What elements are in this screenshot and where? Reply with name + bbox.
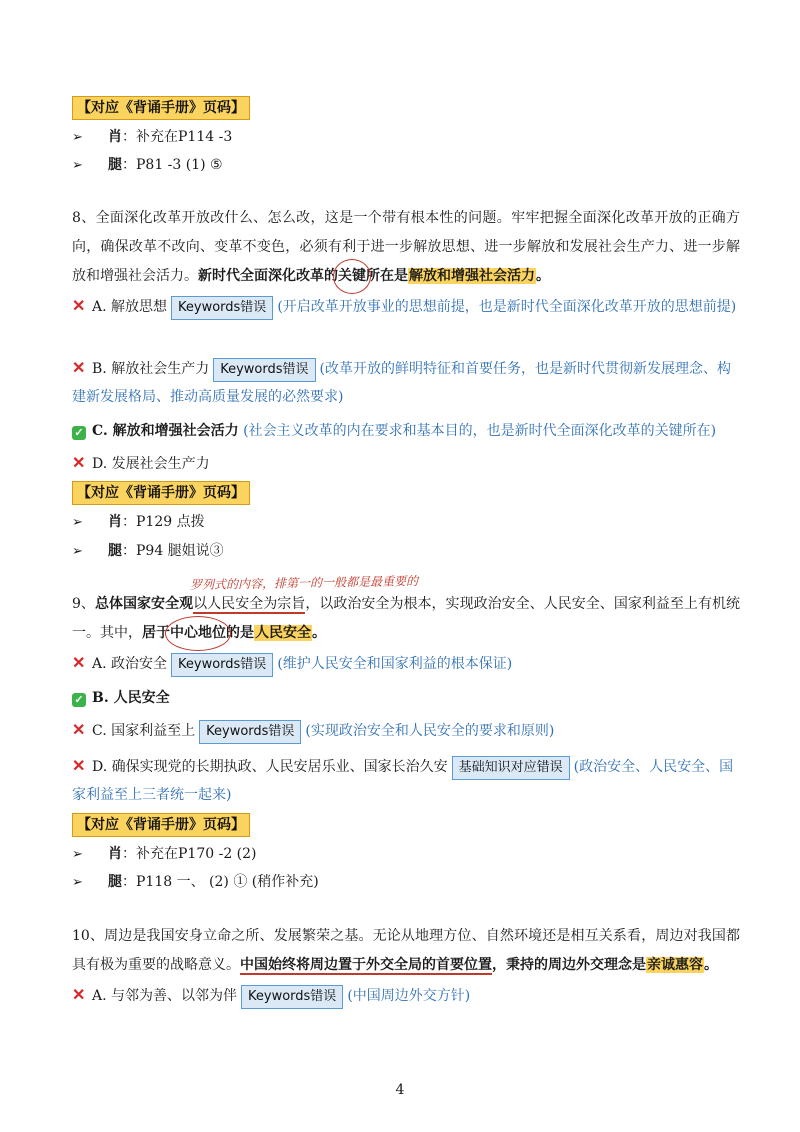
arrow-icon: ➢ xyxy=(72,130,83,145)
circled-keyword: 中心地位 xyxy=(170,619,226,648)
arrow-icon: ➢ xyxy=(72,515,83,530)
check-icon: ✓ xyxy=(72,693,86,707)
question-10: 10、周边是我国安身立命之所、发展繁荣之基。无论从地理方位、自然环境还是相互关系看，周边对我国都具有极为重要的战略意义。中国始终将周边置于外交全局的首要位置，秉持的周边外交理念是亲诚惠容。 xyxy=(72,928,740,973)
underline: 中国始终将周边置于外交全局的首要位置 xyxy=(240,957,492,973)
question-9: 9、总体国家安全观以人民安全为宗旨，以政治安全为根本，实现政治安全、人民安全、国家利益至上有机统一。其中，居于中心地位的是人民安全。 xyxy=(72,590,740,648)
keyword-tag: Keywords错误 xyxy=(171,296,273,320)
q9-option-a: ✕ A. 政治安全 Keywords错误 (维护人民安全和国家利益的根本保证) xyxy=(72,649,740,678)
q9-option-b: ✓ B. 人民安全 xyxy=(72,684,740,712)
q8-option-b: ✕ B. 解放社会生产力 Keywords错误 (改革开放的鲜明特征和首要任务，也是新时代贯彻新发展理念、构建新发展格局、推动高质量发展的必然要求) xyxy=(72,354,740,411)
cross-icon: ✕ xyxy=(72,453,86,472)
underline: 以人民安全为宗旨 xyxy=(193,596,306,612)
q8-option-c: ✓ C. 解放和增强社会活力 (社会主义改革的内在要求和基本目的，也是新时代全面深化改革的关键所在) xyxy=(72,417,740,445)
handwritten-note: 罗列式的内容，排第一的一般都是最重要的 xyxy=(189,574,419,592)
bullet-tui: ➢ 腿：P81 -3 (1) ⑤ xyxy=(72,155,223,176)
keyword-tag: Keywords错误 xyxy=(241,985,343,1009)
q9-option-d: ✕ D. 确保实现党的长期执政、人民安居乐业、国家长治久安 基础知识对应错误 (政治安全、人民安全、国家利益至上三者统一起来) xyxy=(72,752,740,809)
q10-option-a: ✕ A. 与邻为善、以邻为伴 Keywords错误 (中国周边外交方针) xyxy=(72,981,740,1010)
highlight: 亲诚惠容 xyxy=(647,957,703,973)
cross-icon: ✕ xyxy=(72,296,86,315)
highlight: 人民安全 xyxy=(255,625,311,641)
ref-tag: 【对应《背诵手册》页码】 xyxy=(72,96,250,120)
check-icon: ✓ xyxy=(72,426,86,440)
keyword-tag: 基础知识对应错误 xyxy=(452,756,570,780)
arrow-icon: ➢ xyxy=(72,847,83,862)
q8-option-d: ✕ D. 发展社会生产力 xyxy=(72,449,740,478)
circled-keyword: 关键 xyxy=(338,262,366,291)
bullet-xiao: ➢ 肖：P129 点拨 xyxy=(72,512,205,533)
keyword-tag: Keywords错误 xyxy=(199,720,301,744)
bullet-tui: ➢ 腿：P94 腿姐说③ xyxy=(72,541,224,562)
question-8: 8、全面深化改革开放改什么、怎么改，这是一个带有根本性的问题。牢牢把握全面深化改革开放的正确方向，确保改革不改向、变革不变色，必须有利于进一步解放思想、进一步解放和发展社会生产力、进一步解放和增强社会活力。新时代全面深化改革的关键所在是解放和增强社会活力。 xyxy=(72,204,740,291)
arrow-icon: ➢ xyxy=(72,158,83,173)
cross-icon: ✕ xyxy=(72,720,86,739)
q8-option-a: ✕ A. 解放思想 Keywords错误 (开启改革开放事业的思想前提，也是新时代全面深化改革开放的思想前提) xyxy=(72,292,740,321)
cross-icon: ✕ xyxy=(72,756,86,775)
cross-icon: ✕ xyxy=(72,985,86,1004)
arrow-icon: ➢ xyxy=(72,544,83,559)
arrow-icon: ➢ xyxy=(72,875,83,890)
page-number: 4 xyxy=(395,1082,405,1098)
ref-tag: 【对应《背诵手册》页码】 xyxy=(72,481,250,505)
keyword-tag: Keywords错误 xyxy=(171,653,273,677)
bullet-xiao: ➢ 肖：补充在P170 -2 (2) xyxy=(72,844,257,865)
bullet-xiao: ➢ 肖：补充在P114 -3 xyxy=(72,127,232,148)
ref-tag: 【对应《背诵手册》页码】 xyxy=(72,813,250,837)
bullet-tui: ➢ 腿：P118 一、 (2) ① (稍作补充) xyxy=(72,872,319,893)
keyword-tag: Keywords错误 xyxy=(213,358,315,382)
q9-option-c: ✕ C. 国家利益至上 Keywords错误 (实现政治安全和人民安全的要求和原则) xyxy=(72,716,740,745)
cross-icon: ✕ xyxy=(72,358,86,377)
cross-icon: ✕ xyxy=(72,653,86,672)
highlight: 解放和增强社会活力 xyxy=(409,268,535,284)
